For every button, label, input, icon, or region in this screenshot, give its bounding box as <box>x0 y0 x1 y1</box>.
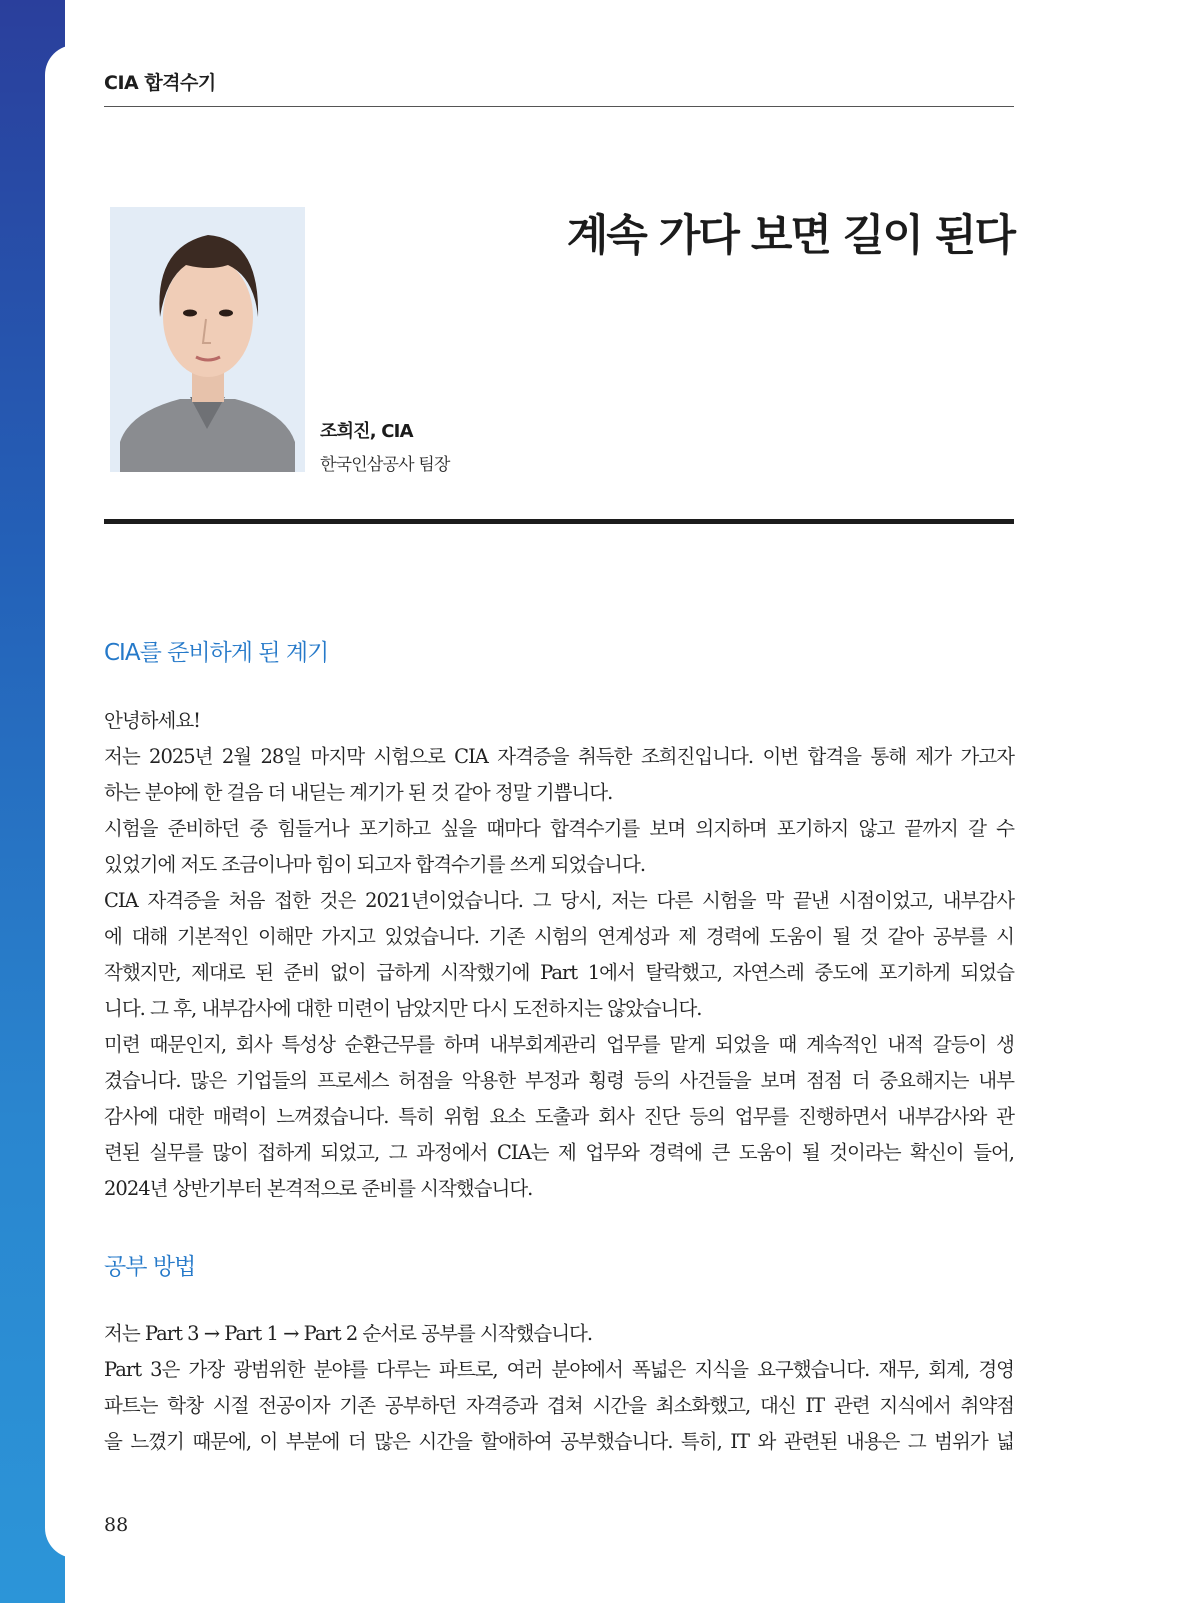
section-heading-study-method: 공부 방법 <box>104 1254 196 1280</box>
body-line: 있었기에 저도 조금이나마 힘이 되고자 합격수기를 쓰게 되었습니다. <box>104 853 646 876</box>
body-line: 안녕하세요! <box>104 709 201 732</box>
article-title: 계속 가다 보면 길이 된다 <box>566 211 1014 261</box>
author-role: 한국인삼공사 팀장 <box>320 455 450 475</box>
body-line: 미련 때문인지, 회사 특성상 순환근무를 하며 내부회계관리 업무를 맡게 되었을 때 계속적인 내적 갈등이 생 <box>104 1033 1014 1056</box>
body-line: 저는 Part 3 → Part 1 → Part 2 순서로 공부를 시작했습니다. <box>104 1322 593 1345</box>
author-name: 조희진, CIA <box>320 421 413 442</box>
section-heading-motivation: CIA를 준비하게 된 계기 <box>104 640 329 666</box>
body-line: Part 3은 가장 광범위한 분야를 다루는 파트로, 여러 분야에서 폭넓은 지식을 요구했습니다. 재무, 회계, 경영 <box>104 1358 1014 1381</box>
body-line: 2024년 상반기부터 본격적으로 준비를 시작했습니다. <box>104 1177 533 1200</box>
section-divider <box>104 519 1014 524</box>
section-body-study-method <box>104 1316 1014 1460</box>
body-line: 작했지만, 제대로 된 준비 없이 급하게 시작했기에 Part 1에서 탈락했고, 자연스레 중도에 포기하게 되었습 <box>104 961 1014 984</box>
body-line: 련된 실무를 많이 접하게 되었고, 그 과정에서 CIA는 제 업무와 경력에 큰 도움이 될 것이라는 확신이 들어, <box>104 1141 1014 1164</box>
body-line: 겼습니다. 많은 기업들의 프로세스 허점을 악용한 부정과 횡령 등의 사건들을 보며 점점 더 중요해지는 내부 <box>104 1069 1014 1092</box>
body-line: 하는 분야에 한 걸음 더 내딛는 계기가 된 것 같아 정말 기쁩니다. <box>104 781 613 804</box>
running-head: CIA 합격수기 <box>104 72 216 94</box>
section-body-motivation <box>104 703 1014 1207</box>
body-line: 니다. 그 후, 내부감사에 대한 미련이 남았지만 다시 도전하지는 않았습니다. <box>104 997 702 1020</box>
header-rule <box>104 106 1014 107</box>
body-line: 을 느꼈기 때문에, 이 부분에 더 많은 시간을 할애하여 공부했습니다. 특히, IT 와 관련된 내용은 그 범위가 넓 <box>104 1430 1014 1453</box>
body-line: 저는 2025년 2월 28일 마지막 시험으로 CIA 자격증을 취득한 조희진입니다. 이번 합격을 통해 제가 가고자 <box>104 745 1014 768</box>
body-line: 에 대해 기본적인 이해만 가지고 있었습니다. 기존 시험의 연계성과 제 경력에 도움이 될 것 같아 공부를 시 <box>104 925 1014 948</box>
body-line: 파트는 학창 시절 전공이자 기존 공부하던 자격증과 겹쳐 시간을 최소화했고, 대신 IT 관련 지식에서 취약점 <box>104 1394 1014 1417</box>
body-line: 감사에 대한 매력이 느껴졌습니다. 특히 위험 요소 도출과 회사 진단 등의 업무를 진행하면서 내부감사와 관 <box>104 1105 1014 1128</box>
author-photo <box>110 207 305 472</box>
page-number: 88 <box>104 1514 129 1536</box>
body-line: 시험을 준비하던 중 힘들거나 포기하고 싶을 때마다 합격수기를 보며 의지하며 포기하지 않고 끝까지 갈 수 <box>104 817 1014 840</box>
body-line: CIA 자격증을 처음 접한 것은 2021년이었습니다. 그 당시, 저는 다른 시험을 막 끝낸 시점이었고, 내부감사 <box>104 889 1014 912</box>
